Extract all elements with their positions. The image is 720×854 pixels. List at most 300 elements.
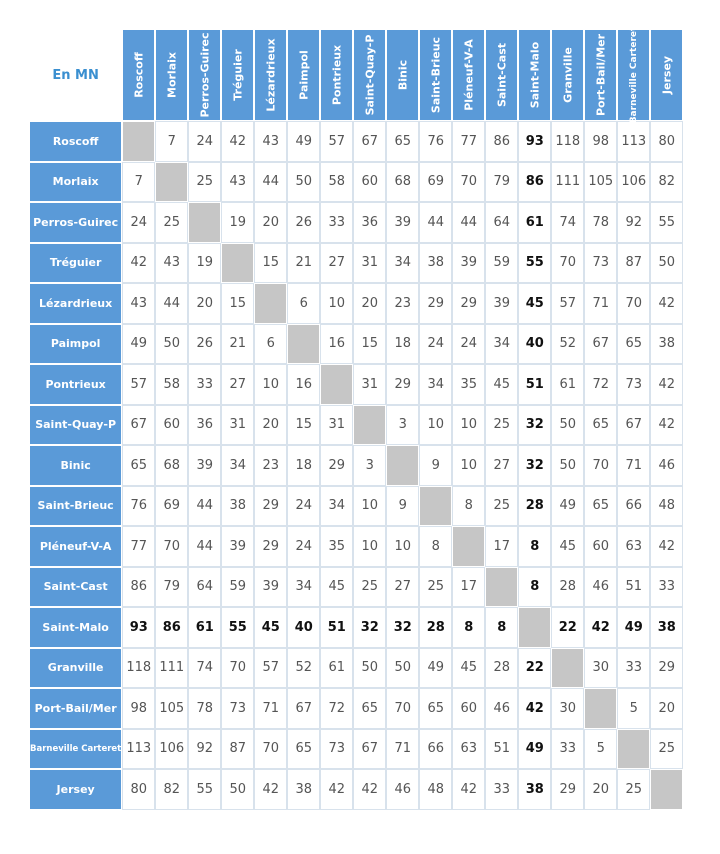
table-row — [30, 689, 682, 728]
distance-cell: 118 — [123, 649, 154, 688]
distance-cell: 65 — [585, 406, 616, 445]
distance-cell: 42 — [519, 689, 550, 728]
distance-cell: 71 — [387, 730, 418, 769]
distance-cell: 58 — [321, 163, 352, 202]
distance-cell: 45 — [486, 365, 517, 404]
distance-cell: 59 — [486, 244, 517, 283]
distance-cell: 73 — [222, 689, 253, 728]
distance-cell: 16 — [321, 325, 352, 364]
table-row — [30, 730, 682, 769]
column-header-label: Binic — [396, 59, 410, 91]
row-header-jersey: Jersey — [30, 770, 121, 809]
distance-cell: 29 — [453, 284, 484, 323]
distance-cell: 50 — [387, 649, 418, 688]
distance-cell: 82 — [651, 163, 682, 202]
distance-cell: 33 — [651, 568, 682, 607]
distance-cell: 65 — [618, 325, 649, 364]
distance-cell: 33 — [486, 770, 517, 809]
distance-cell: 20 — [585, 770, 616, 809]
distance-cell: 65 — [288, 730, 319, 769]
distance-cell: 33 — [189, 365, 220, 404]
distance-cell: 7 — [123, 163, 154, 202]
distance-cell: 23 — [255, 446, 286, 485]
distance-cell: 55 — [189, 770, 220, 809]
distance-cell: 24 — [189, 122, 220, 161]
distance-cell: 20 — [189, 284, 220, 323]
row-header-perros-guirec: Perros-Guirec — [30, 203, 121, 242]
distance-cell: 19 — [189, 244, 220, 283]
distance-cell: 106 — [156, 730, 187, 769]
distance-cell: 6 — [288, 284, 319, 323]
column-header-binic — [387, 30, 418, 120]
distance-cell: 31 — [222, 406, 253, 445]
distance-cell: 15 — [354, 325, 385, 364]
distance-cell: 61 — [321, 649, 352, 688]
distance-cell: 87 — [222, 730, 253, 769]
distance-cell: 65 — [420, 689, 451, 728]
column-header-label: Lézardrieux — [264, 38, 278, 112]
column-header-label: Saint-Quay-P — [363, 34, 377, 116]
column-header-jersey — [651, 30, 682, 120]
diagonal-cell — [354, 406, 385, 445]
distance-cell: 67 — [354, 122, 385, 161]
distance-cell: 5 — [618, 689, 649, 728]
column-header-pontrieux — [321, 30, 352, 120]
distance-cell: 48 — [651, 487, 682, 526]
distance-cell: 46 — [585, 568, 616, 607]
diagonal-cell — [552, 649, 583, 688]
distance-cell: 48 — [420, 770, 451, 809]
distance-cell: 72 — [321, 689, 352, 728]
distance-cell: 80 — [651, 122, 682, 161]
distance-cell: 74 — [189, 649, 220, 688]
distance-cell: 32 — [519, 446, 550, 485]
column-header-label: Tréguier — [231, 49, 245, 101]
distance-cell: 26 — [288, 203, 319, 242]
distance-cell: 70 — [387, 689, 418, 728]
distance-cell: 61 — [552, 365, 583, 404]
distance-cell: 73 — [618, 365, 649, 404]
distance-cell: 29 — [321, 446, 352, 485]
distance-cell: 70 — [222, 649, 253, 688]
distance-cell: 51 — [618, 568, 649, 607]
diagonal-cell — [123, 122, 154, 161]
distance-cell: 25 — [486, 487, 517, 526]
distance-cell: 19 — [222, 203, 253, 242]
distance-cell: 42 — [222, 122, 253, 161]
distance-cell: 118 — [552, 122, 583, 161]
distance-cell: 60 — [585, 527, 616, 566]
distance-cell: 17 — [453, 568, 484, 607]
distance-cell: 79 — [156, 568, 187, 607]
distance-cell: 43 — [222, 163, 253, 202]
distance-cell: 65 — [123, 446, 154, 485]
diagonal-cell — [486, 568, 517, 607]
table-row — [30, 244, 682, 283]
distance-cell: 93 — [519, 122, 550, 161]
distance-cell: 29 — [420, 284, 451, 323]
distance-cell: 73 — [321, 730, 352, 769]
distance-cell: 77 — [123, 527, 154, 566]
column-header-treguier — [222, 30, 253, 120]
distance-cell: 70 — [552, 244, 583, 283]
column-header-label: Saint-Malo — [528, 41, 542, 109]
distance-cell: 111 — [552, 163, 583, 202]
distance-cell: 67 — [288, 689, 319, 728]
row-header-saint-malo: Saint-Malo — [30, 608, 121, 647]
row-header-treguier: Tréguier — [30, 244, 121, 283]
distance-cell: 32 — [519, 406, 550, 445]
distance-cell: 49 — [123, 325, 154, 364]
diagonal-cell — [387, 446, 418, 485]
distance-cell: 51 — [486, 730, 517, 769]
distance-cell: 29 — [552, 770, 583, 809]
distance-cell: 42 — [453, 770, 484, 809]
distance-cell: 45 — [519, 284, 550, 323]
diagonal-cell — [156, 163, 187, 202]
distance-cell: 38 — [222, 487, 253, 526]
distance-cell: 69 — [420, 163, 451, 202]
distance-cell: 24 — [420, 325, 451, 364]
distance-cell: 33 — [618, 649, 649, 688]
column-header-label: Paimpol — [297, 50, 311, 100]
column-header-roscoff — [123, 30, 154, 120]
distance-cell: 64 — [189, 568, 220, 607]
distance-cell: 8 — [453, 608, 484, 647]
table-row — [30, 365, 682, 404]
distance-cell: 55 — [222, 608, 253, 647]
distance-cell: 32 — [387, 608, 418, 647]
distance-cell: 8 — [453, 487, 484, 526]
column-header-label: Granville — [561, 47, 575, 103]
column-header-label: Pléneuf-V-A — [462, 39, 476, 111]
distance-cell: 111 — [156, 649, 187, 688]
distance-cell: 42 — [651, 365, 682, 404]
table-row — [30, 203, 682, 242]
distance-cell: 46 — [387, 770, 418, 809]
distance-cell: 25 — [156, 203, 187, 242]
distance-cell: 50 — [651, 244, 682, 283]
distance-cell: 44 — [420, 203, 451, 242]
diagonal-cell — [453, 527, 484, 566]
distance-cell: 70 — [255, 730, 286, 769]
distance-cell: 29 — [255, 527, 286, 566]
column-header-label: Saint-Cast — [495, 42, 509, 108]
table-row — [30, 649, 682, 688]
distance-cell: 17 — [486, 527, 517, 566]
distance-cell: 25 — [189, 163, 220, 202]
column-header-port-bail-mer — [585, 30, 616, 120]
distance-cell: 49 — [288, 122, 319, 161]
table-row — [30, 527, 682, 566]
distance-cell: 59 — [222, 568, 253, 607]
distance-cell: 22 — [519, 649, 550, 688]
diagonal-cell — [618, 730, 649, 769]
distance-cell: 67 — [618, 406, 649, 445]
distance-cell: 20 — [255, 406, 286, 445]
distance-cell: 58 — [156, 365, 187, 404]
distance-cell: 68 — [387, 163, 418, 202]
distance-cell: 70 — [156, 527, 187, 566]
table-row — [30, 325, 682, 364]
distance-cell: 43 — [156, 244, 187, 283]
distance-cell: 10 — [453, 446, 484, 485]
distance-cell: 44 — [189, 487, 220, 526]
distance-cell: 34 — [288, 568, 319, 607]
distance-cell: 76 — [420, 122, 451, 161]
distance-cell: 51 — [519, 365, 550, 404]
table-row — [30, 446, 682, 485]
distance-cell: 43 — [123, 284, 154, 323]
diagonal-cell — [519, 608, 550, 647]
distance-cell: 39 — [222, 527, 253, 566]
table-row — [30, 284, 682, 323]
distance-cell: 60 — [453, 689, 484, 728]
row-header-pontrieux: Pontrieux — [30, 365, 121, 404]
distance-cell: 72 — [585, 365, 616, 404]
distance-cell: 24 — [123, 203, 154, 242]
distance-cell: 42 — [585, 608, 616, 647]
distance-cell: 66 — [618, 487, 649, 526]
distance-cell: 38 — [519, 770, 550, 809]
distance-cell: 28 — [420, 608, 451, 647]
distance-cell: 70 — [453, 163, 484, 202]
distance-cell: 5 — [585, 730, 616, 769]
distance-cell: 34 — [420, 365, 451, 404]
distance-cell: 86 — [123, 568, 154, 607]
distance-cell: 25 — [354, 568, 385, 607]
diagonal-cell — [288, 325, 319, 364]
distance-cell: 80 — [123, 770, 154, 809]
distance-cell: 21 — [222, 325, 253, 364]
distance-cell: 63 — [453, 730, 484, 769]
distance-cell: 57 — [552, 284, 583, 323]
diagonal-cell — [189, 203, 220, 242]
column-header-lezardrieux — [255, 30, 286, 120]
distance-cell: 78 — [189, 689, 220, 728]
distance-cell: 10 — [387, 527, 418, 566]
distance-cell: 44 — [453, 203, 484, 242]
distance-cell: 10 — [354, 487, 385, 526]
column-header-label: Saint-Brieuc — [429, 36, 443, 114]
distance-cell: 30 — [552, 689, 583, 728]
distance-cell: 49 — [618, 608, 649, 647]
distance-cell: 29 — [651, 649, 682, 688]
row-header-port-bail-mer: Port-Bail/Mer — [30, 689, 121, 728]
table-row — [30, 608, 682, 647]
distance-cell: 67 — [354, 730, 385, 769]
distance-cell: 35 — [321, 527, 352, 566]
distance-cell: 42 — [651, 406, 682, 445]
distance-cell: 23 — [387, 284, 418, 323]
distance-cell: 51 — [321, 608, 352, 647]
distance-cell: 20 — [255, 203, 286, 242]
distance-cell: 42 — [255, 770, 286, 809]
distance-cell: 98 — [123, 689, 154, 728]
distance-cell: 10 — [453, 406, 484, 445]
distance-cell: 27 — [321, 244, 352, 283]
column-header-label: Roscoff — [132, 52, 146, 98]
row-header-roscoff: Roscoff — [30, 122, 121, 161]
distance-cell: 24 — [288, 487, 319, 526]
distance-cell: 35 — [453, 365, 484, 404]
distance-cell: 15 — [255, 244, 286, 283]
row-header-morlaix: Morlaix — [30, 163, 121, 202]
column-header-label: Jersey — [660, 55, 674, 95]
distance-cell: 45 — [255, 608, 286, 647]
distance-cell: 39 — [387, 203, 418, 242]
distance-cell: 39 — [189, 446, 220, 485]
row-header-saint-brieuc: Saint-Brieuc — [30, 487, 121, 526]
distance-cell: 22 — [552, 608, 583, 647]
distance-cell: 55 — [651, 203, 682, 242]
distance-cell: 79 — [486, 163, 517, 202]
column-header-saint-quay-p — [354, 30, 385, 120]
distance-cell: 57 — [321, 122, 352, 161]
distance-cell: 3 — [387, 406, 418, 445]
distance-cell: 66 — [420, 730, 451, 769]
diagonal-cell — [255, 284, 286, 323]
distance-cell: 7 — [156, 122, 187, 161]
distance-cell: 65 — [387, 122, 418, 161]
distance-cell: 42 — [651, 527, 682, 566]
distance-cell: 78 — [585, 203, 616, 242]
distance-cell: 34 — [387, 244, 418, 283]
distance-cell: 6 — [255, 325, 286, 364]
column-header-barneville-carteret — [618, 26, 649, 124]
row-header-barneville-carteret: Barneville Carteret — [30, 730, 121, 769]
distance-cell: 50 — [552, 446, 583, 485]
table-row — [30, 770, 682, 809]
distance-cell: 40 — [519, 325, 550, 364]
distance-cell: 68 — [156, 446, 187, 485]
column-header-perros-guirec — [189, 30, 220, 120]
column-header-label: Perros-Guirec — [198, 32, 212, 118]
distance-cell: 61 — [519, 203, 550, 242]
distance-cell: 16 — [288, 365, 319, 404]
distance-cell: 57 — [123, 365, 154, 404]
distance-cell: 50 — [354, 649, 385, 688]
distance-cell: 28 — [519, 487, 550, 526]
row-header-paimpol: Paimpol — [30, 325, 121, 364]
distance-cell: 50 — [156, 325, 187, 364]
distance-cell: 9 — [387, 487, 418, 526]
column-header-label: Pontrieux — [330, 44, 344, 106]
column-header-label: Barneville Carteret — [628, 26, 639, 124]
distance-cell: 8 — [519, 527, 550, 566]
distance-cell: 65 — [585, 487, 616, 526]
distance-cell: 8 — [486, 608, 517, 647]
distance-cell: 27 — [222, 365, 253, 404]
distance-cell: 15 — [222, 284, 253, 323]
distance-cell: 29 — [387, 365, 418, 404]
column-header-label: Port-Bail/Mer — [594, 33, 608, 117]
distance-cell: 39 — [486, 284, 517, 323]
distance-cell: 92 — [618, 203, 649, 242]
column-header-morlaix — [156, 30, 187, 120]
distance-cell: 57 — [255, 649, 286, 688]
distance-cell: 50 — [552, 406, 583, 445]
column-header-saint-brieuc — [420, 30, 451, 120]
distance-cell: 65 — [354, 689, 385, 728]
distance-cell: 33 — [321, 203, 352, 242]
distance-cell: 10 — [354, 527, 385, 566]
distance-cell: 25 — [651, 730, 682, 769]
distance-cell: 20 — [354, 284, 385, 323]
row-header-granville: Granville — [30, 649, 121, 688]
distance-cell: 34 — [321, 487, 352, 526]
distance-cell: 44 — [189, 527, 220, 566]
distance-cell: 34 — [486, 325, 517, 364]
distance-cell: 40 — [288, 608, 319, 647]
distance-cell: 15 — [288, 406, 319, 445]
distance-cell: 42 — [354, 770, 385, 809]
distance-cell: 42 — [651, 284, 682, 323]
table-row — [30, 406, 682, 445]
distance-cell: 43 — [255, 122, 286, 161]
distance-cell: 67 — [123, 406, 154, 445]
distance-cell: 25 — [618, 770, 649, 809]
distance-cell: 71 — [585, 284, 616, 323]
distance-cell: 64 — [486, 203, 517, 242]
distance-cell: 31 — [321, 406, 352, 445]
distance-cell: 33 — [552, 730, 583, 769]
distance-cell: 60 — [156, 406, 187, 445]
row-header-saint-quay-p: Saint-Quay-P — [30, 406, 121, 445]
distance-cell: 45 — [453, 649, 484, 688]
distance-cell: 105 — [585, 163, 616, 202]
distance-cell: 10 — [321, 284, 352, 323]
distance-cell: 45 — [321, 568, 352, 607]
distance-cell: 38 — [420, 244, 451, 283]
distance-cell: 60 — [354, 163, 385, 202]
distance-cell: 71 — [255, 689, 286, 728]
distance-cell: 34 — [222, 446, 253, 485]
distance-cell: 10 — [420, 406, 451, 445]
distance-cell: 18 — [387, 325, 418, 364]
distance-cell: 29 — [255, 487, 286, 526]
diagonal-cell — [585, 689, 616, 728]
table-row — [30, 122, 682, 161]
distance-cell: 87 — [618, 244, 649, 283]
distance-cell: 28 — [486, 649, 517, 688]
distance-cell: 49 — [519, 730, 550, 769]
distance-cell: 25 — [420, 568, 451, 607]
distance-cell: 8 — [519, 568, 550, 607]
column-header-label: Morlaix — [165, 52, 179, 98]
distance-cell: 55 — [519, 244, 550, 283]
distance-cell: 25 — [486, 406, 517, 445]
column-header-granville — [552, 30, 583, 120]
distance-cell: 86 — [486, 122, 517, 161]
corner-label: En MN — [30, 30, 121, 120]
distance-cell: 39 — [453, 244, 484, 283]
row-header-lezardrieux: Lézardrieux — [30, 284, 121, 323]
row-header-binic: Binic — [30, 446, 121, 485]
distance-cell: 63 — [618, 527, 649, 566]
table-row — [30, 487, 682, 526]
column-header-pleneuf-v-a — [453, 30, 484, 120]
distance-cell: 32 — [354, 608, 385, 647]
table-row — [30, 568, 682, 607]
distance-cell: 71 — [618, 446, 649, 485]
distance-cell: 67 — [585, 325, 616, 364]
diagonal-cell — [321, 365, 352, 404]
distance-cell: 21 — [288, 244, 319, 283]
distance-cell: 61 — [189, 608, 220, 647]
diagonal-cell — [651, 770, 682, 809]
distance-cell: 46 — [486, 689, 517, 728]
